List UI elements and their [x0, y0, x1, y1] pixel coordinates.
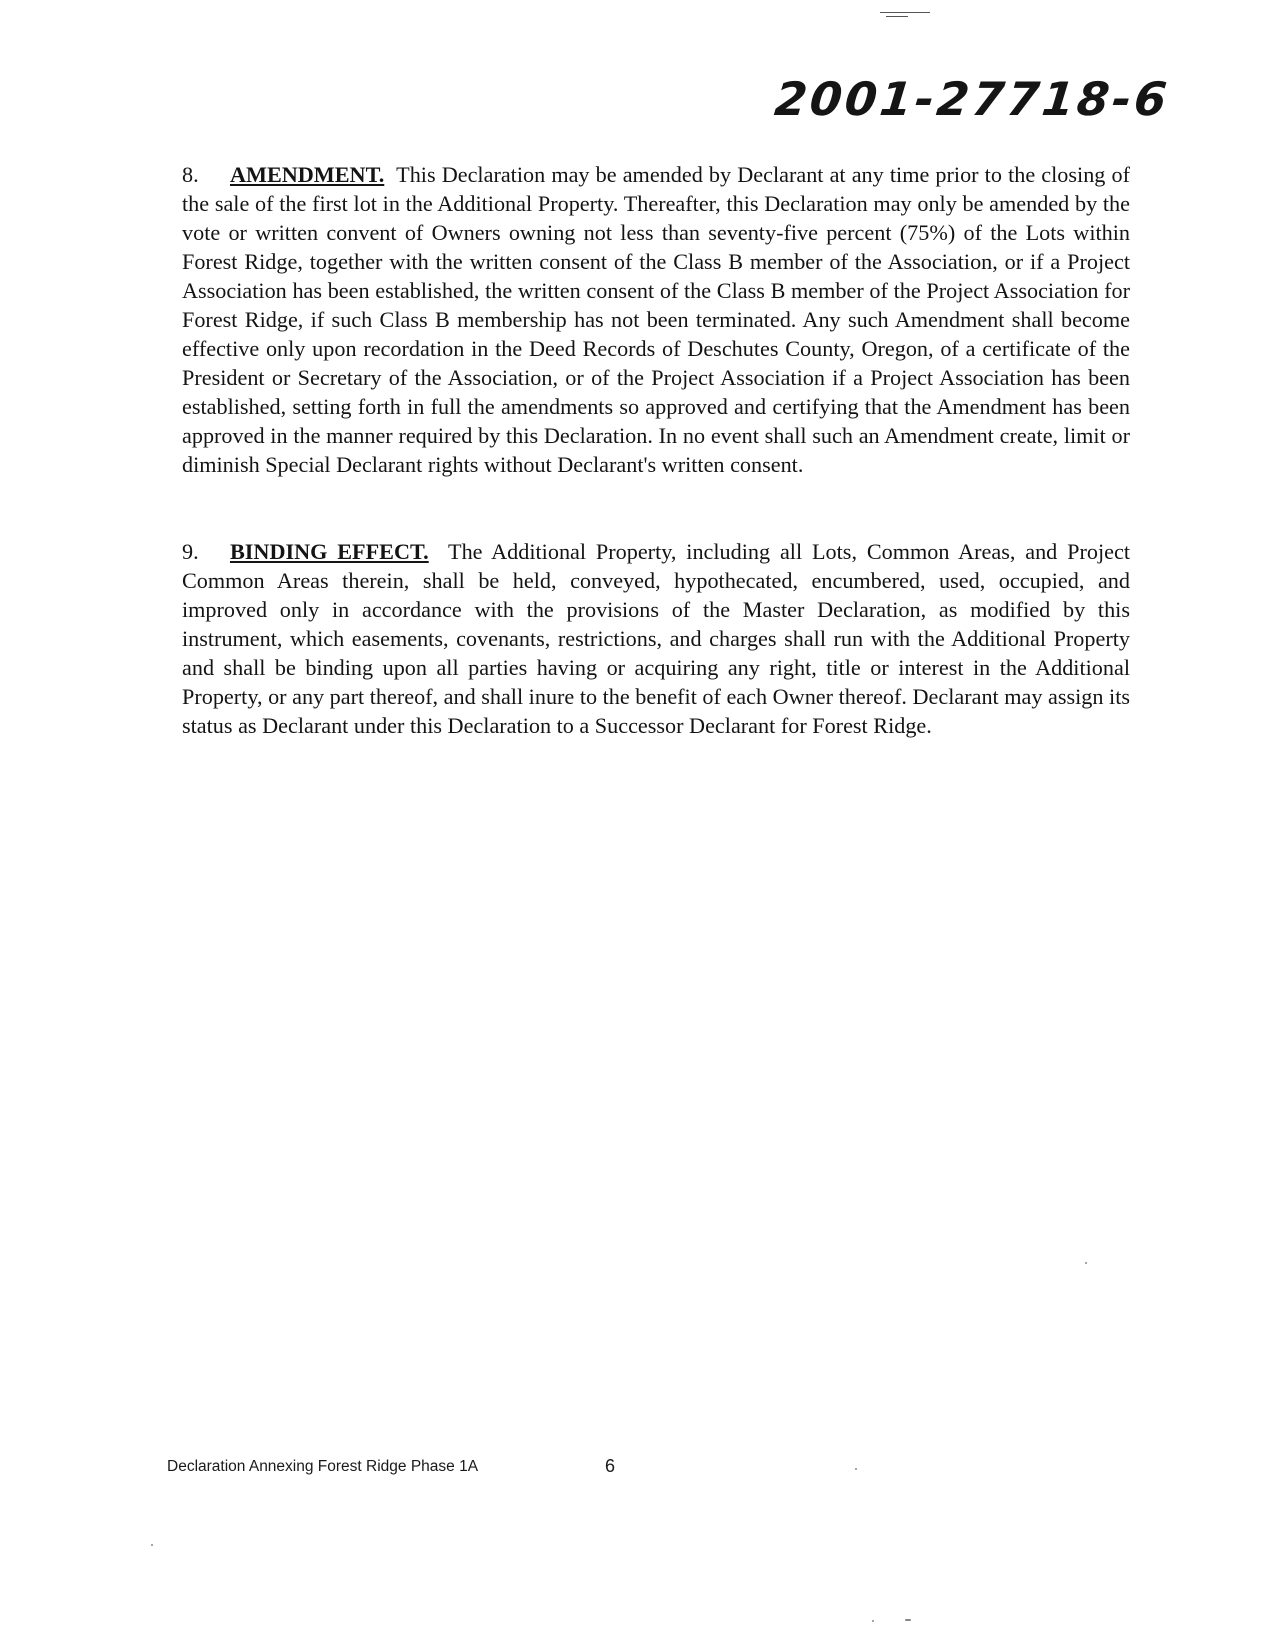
- section-heading: BINDING EFFECT.: [230, 539, 429, 564]
- page-number: 6: [605, 1456, 616, 1476]
- section-number: 8.: [182, 162, 199, 187]
- scan-speck: [1085, 1262, 1087, 1264]
- scan-mark-top-2: [886, 16, 908, 17]
- section-body: This Declaration may be amended by Declarant at any time prior to the closing of the sale of the first lot in the Additional Property. Thereafter, this Declaration may only be amended by the vote or written convent of Owners owning not less than seventy-five percent (75%) of the Lots within Forest Ridge, together with the written consent of the Class B member of the Association, or if a Project Association has been established, the written consent of the Class B member of the Project Association for Forest Ridge, if such Class B membership has not been terminated. Any such Amendment shall become effective only upon recordation in the Deed Records of Deschutes County, Oregon, of a certificate of the President or Secretary of the Association, or of the Project Association if a Project Association has been established, setting forth in full the amendments so approved and certifying that the Amendment has been approved in the manner required by this Declaration. In no event shall such an Amendment create, limit or diminish Special Declarant rights without Declarant's written consent.: [182, 162, 1130, 477]
- section-binding-effect: [182, 537, 1130, 740]
- footer-title: Declaration Annexing Forest Ridge Phase 1A: [167, 1458, 479, 1475]
- handwritten-recording-number: 2001-27718-6: [771, 72, 1172, 126]
- section-amendment: [182, 160, 1130, 479]
- scan-speck: [905, 1619, 911, 1621]
- section-heading: AMENDMENT.: [230, 162, 385, 187]
- scan-speck: [872, 1620, 874, 1622]
- section-body: The Additional Property, including all Lots, Common Areas, and Project Common Areas therein, shall be held, conveyed, hypothecated, encumbered, used, occupied, and improved only in accordance with the provisions of the Master Declaration, as modified by this instrument, which easements, covenants, restrictions, and charges shall run with the Additional Property and shall be binding upon all parties having or acquiring any right, title or interest in the Additional Property, or any part thereof, and shall inure to the benefit of each Owner thereof. Declarant may assign its status as Declarant under this Declaration to a Successor Declarant for Forest Ridge.: [182, 539, 1130, 738]
- scan-speck: [855, 1468, 857, 1470]
- section-number: 9.: [182, 539, 199, 564]
- scan-mark-top: [880, 12, 930, 13]
- scan-speck: [151, 1544, 153, 1546]
